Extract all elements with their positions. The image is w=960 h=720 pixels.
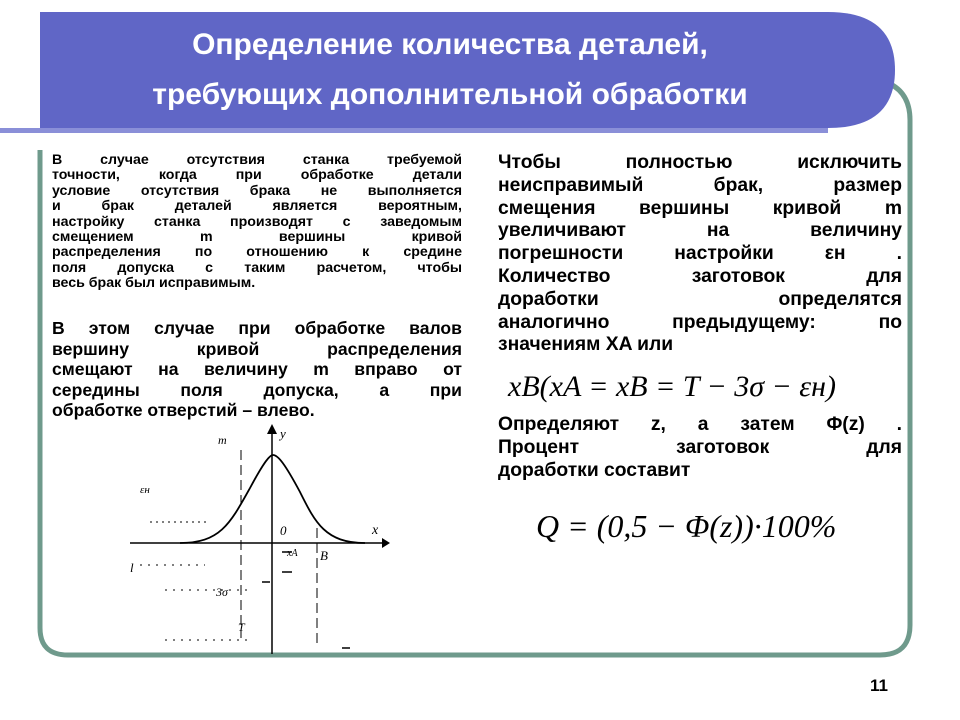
slide-title-line2: требующих дополнительной обработки bbox=[152, 78, 748, 111]
distribution-figure bbox=[110, 422, 400, 658]
text-line: и брак деталей является вероятным, bbox=[52, 198, 462, 215]
label-l: l bbox=[130, 560, 134, 575]
text-line: смещения вершины кривой m bbox=[498, 197, 902, 219]
text-line: В случае отсутствия станка требуемой bbox=[52, 152, 462, 168]
text-line: аналогично предыдущему: по bbox=[498, 311, 902, 333]
y-axis-arrow bbox=[267, 424, 277, 434]
page-number: 11 bbox=[870, 676, 888, 695]
formula-xb: xB(xA = xB = T − 3σ − εн) bbox=[508, 370, 836, 403]
title-underline bbox=[0, 128, 828, 133]
text-line: Определяют z, а затем Φ(z) . bbox=[498, 414, 902, 435]
text-line: Количество заготовок для bbox=[498, 265, 902, 287]
label-y: y bbox=[280, 426, 286, 441]
text-line: В этом случае при обработке валов bbox=[52, 318, 462, 338]
text-line: неисправимый брак, размер bbox=[498, 174, 902, 196]
text-line: весь брак был исправимым. bbox=[52, 275, 256, 292]
text-line: Чтобы полностью исключить bbox=[498, 152, 902, 173]
text-line: значениям XA или bbox=[498, 334, 674, 356]
text-line: точности, когда при обработке детали bbox=[52, 167, 462, 184]
text-line: вершину кривой распределения bbox=[52, 338, 462, 359]
left-paragraph-2 bbox=[52, 318, 462, 421]
text-line: смещают на величину m вправо от bbox=[52, 359, 462, 380]
text-line: середины поля допуска, а при bbox=[52, 379, 462, 400]
label-b: B bbox=[320, 548, 328, 563]
text-line: увеличивают на величину bbox=[498, 220, 902, 242]
text-line: доработки определятся bbox=[498, 288, 902, 310]
label-t: T bbox=[238, 620, 245, 634]
label-m: m bbox=[218, 433, 227, 447]
left-paragraph-1 bbox=[52, 153, 462, 292]
text-line: условие отсутствия брака не выполняется bbox=[52, 182, 462, 199]
right-paragraph-2 bbox=[498, 414, 902, 482]
label-x: x bbox=[372, 523, 379, 538]
label-eps: εн bbox=[140, 484, 150, 496]
label-xa: xA bbox=[287, 548, 298, 559]
text-line: доработки составит bbox=[498, 459, 691, 481]
x-axis-arrow bbox=[382, 538, 390, 548]
right-paragraph-1 bbox=[498, 152, 902, 357]
text-line: распределения по отношению к средине bbox=[52, 244, 462, 261]
label-three-sigma: 3σ bbox=[216, 585, 228, 599]
text-line: смещением m вершины кривой bbox=[52, 229, 462, 246]
text-line: поля допуска с таким расчетом, чтобы bbox=[52, 259, 462, 276]
label-zero: 0 bbox=[280, 523, 287, 538]
text-line: Процент заготовок для bbox=[498, 436, 902, 458]
text-line: погрешности настройки εн . bbox=[498, 243, 902, 265]
text-line: настройку станка производят с заведомым bbox=[52, 213, 462, 230]
formula-q: Q = (0,5 − Φ(z))·100% bbox=[536, 508, 837, 544]
slide-title-line1: Определение количества деталей, bbox=[192, 28, 708, 61]
text-line: обработке отверстий – влево. bbox=[52, 400, 315, 421]
